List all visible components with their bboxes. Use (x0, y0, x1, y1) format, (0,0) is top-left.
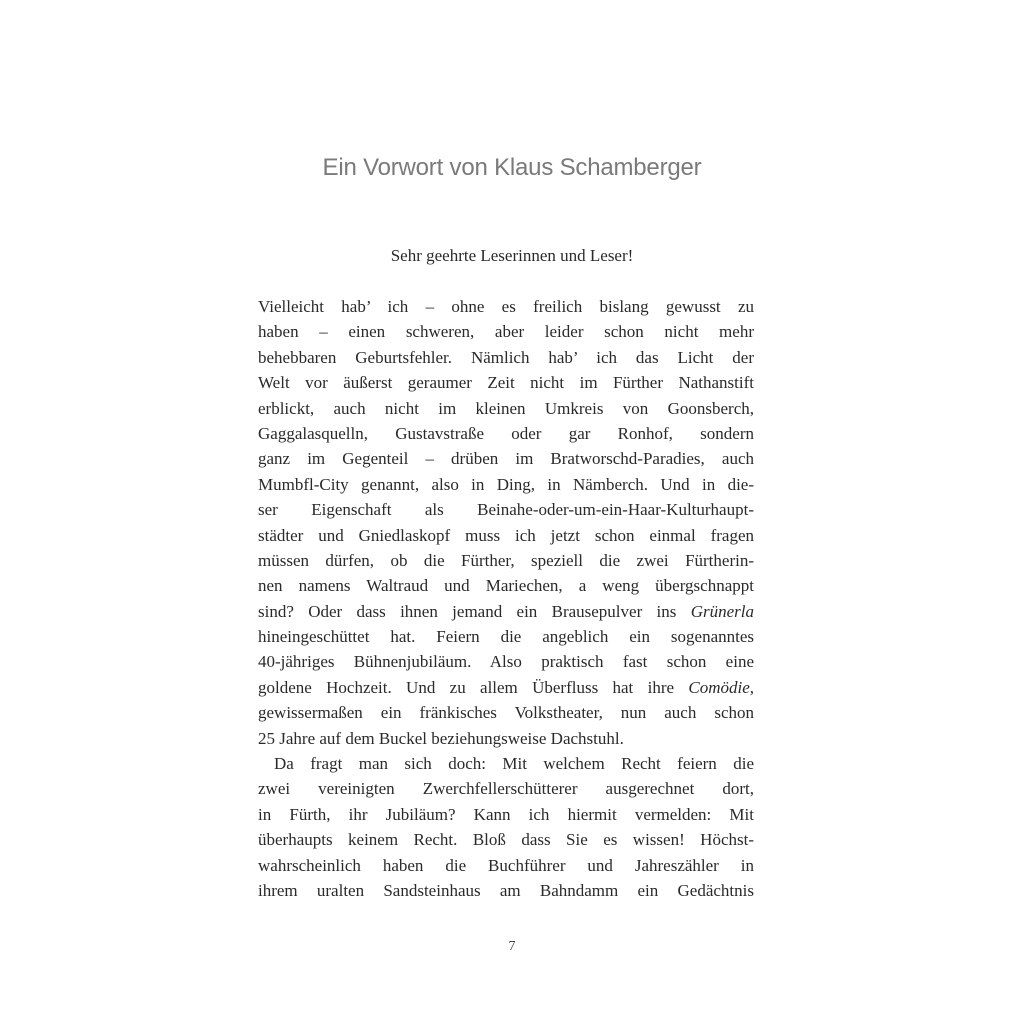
text-line (258, 878, 754, 903)
text-line (258, 548, 754, 573)
text-segment: Vielleicht hab’ ich – ohne es freilich bislang gewusst zu (258, 297, 754, 316)
page-number: 7 (508, 939, 516, 954)
text-segment: goldene Hochzeit. Und zu allem Überfluss hat ihre (258, 677, 689, 697)
text-segment: gewissermaßen ein fränkisches Volkstheater, nun auch schon (258, 703, 754, 723)
text-line (258, 700, 754, 725)
body-text (258, 294, 754, 903)
text-segment: , (749, 677, 754, 697)
text-segment: Welt vor äußerst geraumer Zeit nicht im Fürther Nathanstift (258, 373, 754, 393)
text-segment: hineingeschüttet hat. Feiern die angeblich ein sogenanntes (258, 627, 754, 647)
text-line (258, 472, 754, 497)
text-line (258, 573, 754, 598)
text-line (258, 446, 754, 471)
text-line (258, 827, 754, 852)
text-segment: ganz im Gegenteil – drüben im Bratworschd-Paradies, auch (258, 449, 754, 469)
text-segment: 25 Jahre auf dem Buckel beziehungsweise Dachstuhl. (258, 728, 624, 748)
text-line (258, 599, 754, 624)
text-segment: ihrem uralten Sandsteinhaus am Bahndamm ein Gedächtnis (258, 880, 754, 900)
text-segment: behebbaren Geburtsfehler. Nämlich hab’ ich das Licht der (258, 347, 754, 367)
text-line (258, 726, 754, 751)
text-line (258, 751, 754, 776)
text-segment: Gaggalasquelln, Gustavstraße oder gar Ronhof, sondern (258, 423, 754, 443)
italic-segment: Comödie (688, 677, 750, 697)
text-line (258, 776, 754, 801)
text-line (258, 649, 754, 674)
salutation: Sehr geehrte Leserinnen und Leser! (390, 246, 634, 265)
text-segment: städter und Gniedlaskopf muss ich jetzt schon einmal fragen (258, 525, 754, 545)
text-line (258, 802, 754, 827)
text-segment: wahrscheinlich haben die Buchführer und Jahreszähler in (258, 855, 754, 875)
text-segment: überhaupts keinem Recht. Bloß dass Sie es wissen! Höchst- (258, 830, 754, 850)
text-line (258, 294, 754, 319)
text-line (258, 345, 754, 370)
text-segment: Mumbfl-City genannt, also in Ding, in Nämberch. Und in die- (258, 474, 754, 494)
text-line (258, 497, 754, 522)
text-line (258, 624, 754, 649)
text-line (258, 421, 754, 446)
text-segment: in Fürth, ihr Jubiläum? Kann ich hiermit vermelden: Mit (258, 804, 754, 824)
text-segment: nen namens Waltraud und Mariechen, a weng übergschnappt (258, 576, 754, 596)
text-line (258, 675, 754, 700)
text-segment: 40-jähriges Bühnenjubiläum. Also praktisch fast schon eine (258, 652, 754, 672)
text-line (258, 523, 754, 548)
italic-segment: Grünerla (690, 601, 754, 621)
chapter-title: Ein Vorwort von Klaus Schamberger (322, 154, 702, 181)
text-line (258, 370, 754, 395)
text-line (258, 319, 754, 344)
text-segment: haben – einen schweren, aber leider schon nicht mehr (258, 322, 754, 342)
text-segment: erblickt, auch nicht im kleinen Umkreis von Goonsberch, (258, 398, 754, 418)
text-line (258, 396, 754, 421)
text-line (258, 853, 754, 878)
text-segment: müssen dürfen, ob die Fürther, speziell die zwei Fürtherin- (258, 550, 754, 570)
text-segment: sind? Oder dass ihnen jemand ein Brausepulver ins (258, 601, 691, 621)
text-segment: zwei vereinigten Zwerchfellerschütterer ausgerechnet dort, (258, 779, 754, 799)
text-segment: ser Eigenschaft als Beinahe-oder-um-ein-Haar-Kulturhaupt- (258, 500, 754, 520)
text-segment: Da fragt man sich doch: Mit welchem Recht feiern die (274, 754, 754, 774)
